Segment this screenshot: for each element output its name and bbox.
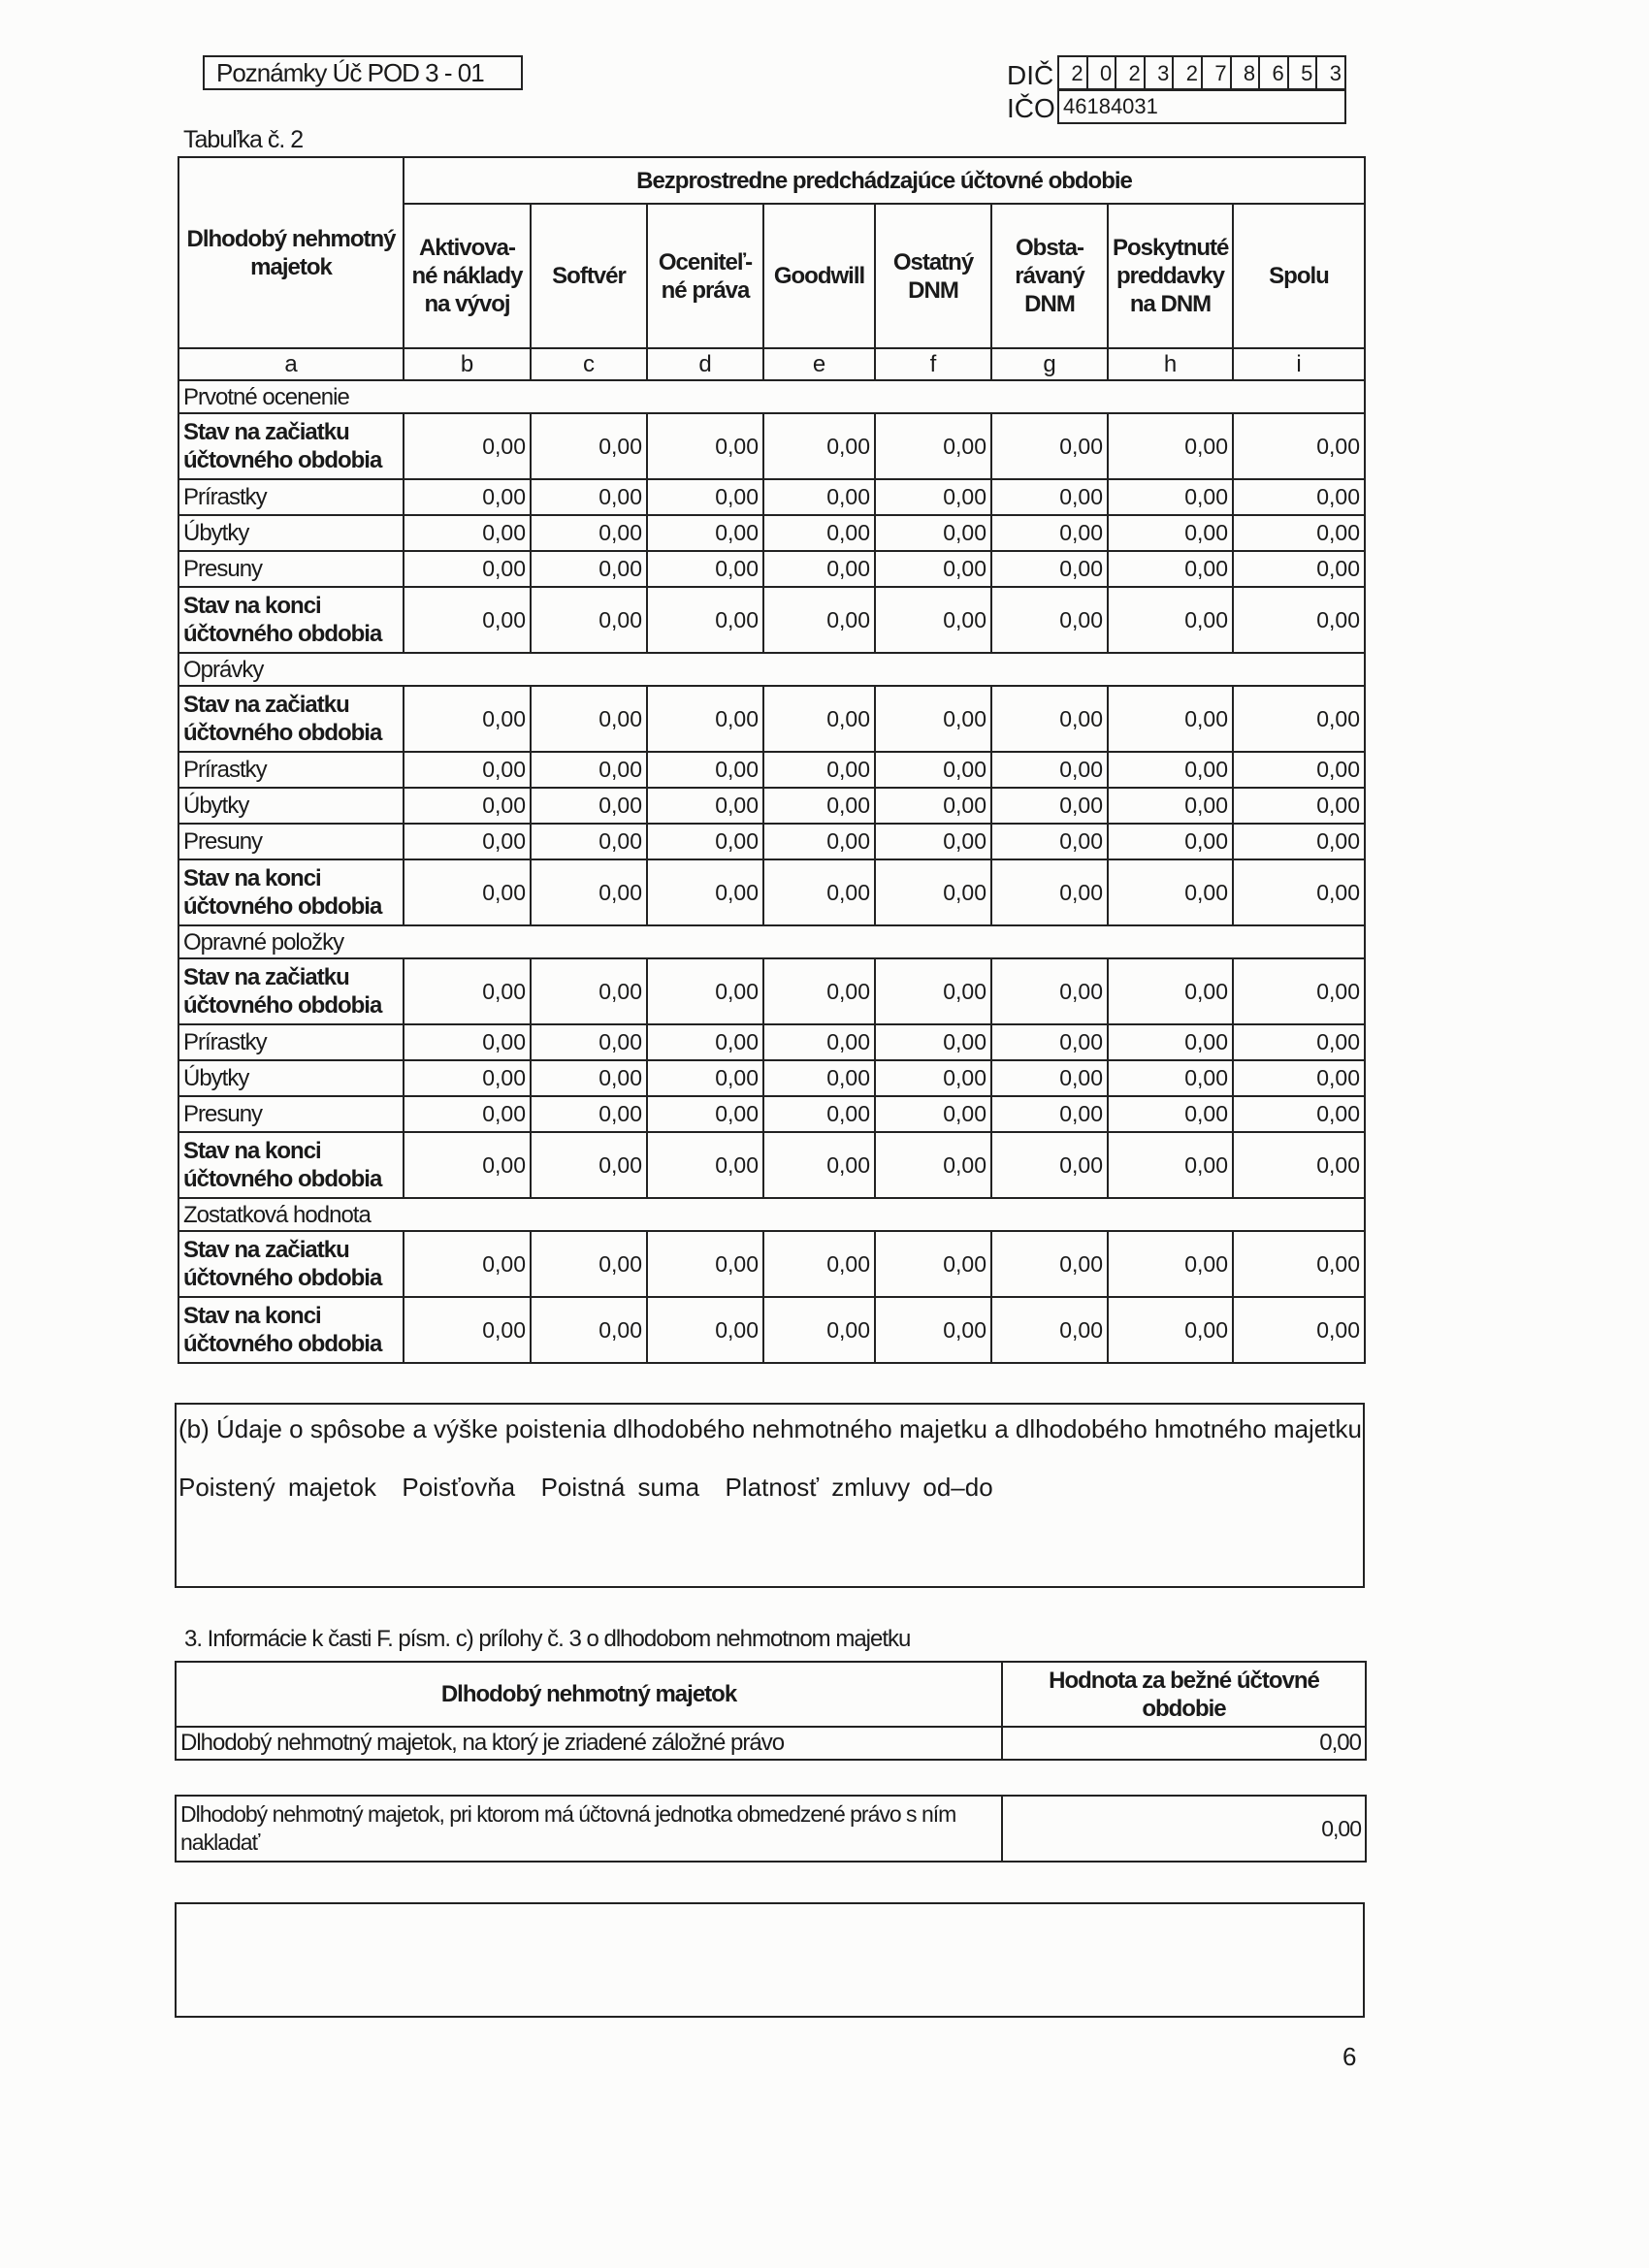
value-cell: 0,00 xyxy=(875,515,991,551)
form-title: Poznámky Úč POD 3 - 01 xyxy=(203,55,523,90)
value-cell: 0,00 xyxy=(1108,752,1233,788)
value-cell: 0,00 xyxy=(1233,551,1365,587)
value-cell: 0,00 xyxy=(991,859,1108,925)
table-row xyxy=(178,479,1365,515)
value-cell: 0,00 xyxy=(763,1096,875,1132)
value-cell: 0,00 xyxy=(404,958,531,1024)
value-cell: 0,00 xyxy=(1108,686,1233,752)
value-cell: 0,00 xyxy=(991,1024,1108,1060)
dic-digit: 3 xyxy=(1329,61,1342,85)
value-cell: 0,00 xyxy=(1108,1231,1233,1297)
table-label: Tabuľka č. 2 xyxy=(183,126,304,153)
pledge-label: Dlhodobý nehmotný majetok, na ktorý je zriadené záložné právo xyxy=(176,1727,1002,1760)
value-cell: 0,00 xyxy=(875,551,991,587)
row-label: Stav na konci účtovného obdobia xyxy=(178,587,404,653)
restricted-value: 0,00 xyxy=(1002,1796,1366,1862)
value-cell: 0,00 xyxy=(763,515,875,551)
table-row xyxy=(178,824,1365,859)
notes-box xyxy=(175,1902,1365,2018)
value-cell: 0,00 xyxy=(991,1060,1108,1096)
value-cell: 0,00 xyxy=(1108,413,1233,479)
table-row xyxy=(178,413,1365,479)
value-cell: 0,00 xyxy=(1108,1096,1233,1132)
value-cell: 0,00 xyxy=(1233,587,1365,653)
value-cell: 0,00 xyxy=(763,752,875,788)
value-cell: 0,00 xyxy=(1108,859,1233,925)
value-cell: 0,00 xyxy=(531,587,647,653)
table-row xyxy=(178,788,1365,824)
table-row xyxy=(178,1024,1365,1060)
value-cell: 0,00 xyxy=(404,413,531,479)
value-cell: 0,00 xyxy=(531,1060,647,1096)
column-letter: c xyxy=(531,348,647,380)
value-cell: 0,00 xyxy=(404,1132,531,1198)
value-cell: 0,00 xyxy=(875,752,991,788)
value-cell: 0,00 xyxy=(531,958,647,1024)
section-label: Opravné položky xyxy=(178,925,1365,958)
value-cell: 0,00 xyxy=(1108,1060,1233,1096)
value-cell: 0,00 xyxy=(1233,686,1365,752)
value-cell: 0,00 xyxy=(763,551,875,587)
value-cell: 0,00 xyxy=(404,587,531,653)
row-label: Stav na konci účtovného obdobia xyxy=(178,1132,404,1198)
page-number: 6 xyxy=(1342,2042,1357,2071)
period-header: Bezprostredne predchádzajúce účtovné obdobie xyxy=(404,157,1365,204)
value-cell: 0,00 xyxy=(875,686,991,752)
value-cell: 0,00 xyxy=(763,1297,875,1363)
table-row xyxy=(178,925,1365,958)
table-row xyxy=(178,686,1365,752)
value-cell: 0,00 xyxy=(991,788,1108,824)
column-header: Obsta-rávaný DNM xyxy=(991,204,1108,348)
dic-digit: 7 xyxy=(1203,57,1232,88)
value-cell: 0,00 xyxy=(991,1096,1108,1132)
value-cell: 0,00 xyxy=(647,551,763,587)
row-header: Dlhodobý nehmotný majetok xyxy=(178,157,404,348)
row-label: Stav na začiatku účtovného obdobia xyxy=(178,958,404,1024)
value-cell: 0,00 xyxy=(647,1024,763,1060)
column-letter: b xyxy=(404,348,531,380)
pledge-value: 0,00 xyxy=(1002,1727,1366,1760)
column-letter: i xyxy=(1233,348,1365,380)
value-cell: 0,00 xyxy=(1233,824,1365,859)
row-label: Presuny xyxy=(178,1096,404,1132)
row-label: Stav na začiatku účtovného obdobia xyxy=(178,413,404,479)
restricted-label: Dlhodobý nehmotný majetok, pri ktorom má účtovná jednotka obmedzené právo s ním nakladať xyxy=(176,1796,1002,1862)
value-cell: 0,00 xyxy=(404,1060,531,1096)
value-cell: 0,00 xyxy=(875,1231,991,1297)
value-cell: 0,00 xyxy=(647,515,763,551)
row-label: Stav na začiatku účtovného obdobia xyxy=(178,686,404,752)
value-cell: 0,00 xyxy=(875,413,991,479)
value-cell: 0,00 xyxy=(1233,1132,1365,1198)
value-cell: 0,00 xyxy=(763,1024,875,1060)
table-row xyxy=(178,958,1365,1024)
value-cell: 0,00 xyxy=(647,1096,763,1132)
table-row xyxy=(178,859,1365,925)
value-cell: 0,00 xyxy=(875,1096,991,1132)
value-cell: 0,00 xyxy=(404,859,531,925)
value-cell: 0,00 xyxy=(647,587,763,653)
value-cell: 0,00 xyxy=(991,587,1108,653)
value-cell: 0,00 xyxy=(991,515,1108,551)
value-cell: 0,00 xyxy=(531,859,647,925)
value-cell: 0,00 xyxy=(1108,515,1233,551)
value-cell: 0,00 xyxy=(1108,824,1233,859)
value-cell: 0,00 xyxy=(647,788,763,824)
value-cell: 0,00 xyxy=(647,1297,763,1363)
value-cell: 0,00 xyxy=(404,1096,531,1132)
value-cell: 0,00 xyxy=(531,413,647,479)
row-label: Presuny xyxy=(178,551,404,587)
value-cell: 0,00 xyxy=(991,752,1108,788)
dic-field xyxy=(1057,55,1346,90)
column-header: Aktivova-né náklady na vývoj xyxy=(404,204,531,348)
column-letter: f xyxy=(875,348,991,380)
value-cell: 0,00 xyxy=(531,1231,647,1297)
row-label: Prírastky xyxy=(178,752,404,788)
value-cell: 0,00 xyxy=(991,413,1108,479)
table-row xyxy=(178,1231,1365,1297)
value-cell: 0,00 xyxy=(531,515,647,551)
value-cell: 0,00 xyxy=(647,479,763,515)
table-row xyxy=(178,1096,1365,1132)
col-asset: Dlhodobý nehmotný majetok xyxy=(176,1662,1002,1727)
restricted-table xyxy=(175,1795,1367,1863)
column-letter: a xyxy=(178,348,404,380)
intangible-assets-table xyxy=(178,156,1366,1364)
value-cell: 0,00 xyxy=(647,413,763,479)
column-header: Spolu xyxy=(1233,204,1365,348)
section-label: Prvotné ocenenie xyxy=(178,380,1365,413)
insurance-columns: Poistený majetok Poisťovňa Poistná suma Platnosť zmluvy od–do xyxy=(178,1473,993,1502)
table-row xyxy=(178,1060,1365,1096)
dic-digit: 2 xyxy=(1174,57,1203,88)
value-cell: 0,00 xyxy=(404,1024,531,1060)
value-cell: 0,00 xyxy=(647,752,763,788)
value-cell: 0,00 xyxy=(531,1096,647,1132)
value-cell: 0,00 xyxy=(1233,859,1365,925)
value-cell: 0,00 xyxy=(531,752,647,788)
row-label: Úbytky xyxy=(178,1060,404,1096)
value-cell: 0,00 xyxy=(763,958,875,1024)
dic-digit: 6 xyxy=(1260,57,1289,88)
dic-digit: 5 xyxy=(1289,57,1318,88)
dic-digit: 0 xyxy=(1088,57,1117,88)
value-cell: 0,00 xyxy=(647,1132,763,1198)
value-cell: 0,00 xyxy=(1233,958,1365,1024)
value-cell: 0,00 xyxy=(531,1132,647,1198)
value-cell: 0,00 xyxy=(1108,479,1233,515)
dic-label: DIČ xyxy=(1007,60,1054,90)
value-cell: 0,00 xyxy=(1108,788,1233,824)
column-letter: h xyxy=(1108,348,1233,380)
section-label: Zostatková hodnota xyxy=(178,1198,1365,1231)
row-label: Stav na konci účtovného obdobia xyxy=(178,859,404,925)
value-cell: 0,00 xyxy=(875,587,991,653)
value-cell: 0,00 xyxy=(991,1231,1108,1297)
value-cell: 0,00 xyxy=(991,686,1108,752)
value-cell: 0,00 xyxy=(875,788,991,824)
value-cell: 0,00 xyxy=(1233,1060,1365,1096)
table-row xyxy=(178,551,1365,587)
column-header: Goodwill xyxy=(763,204,875,348)
value-cell: 0,00 xyxy=(1233,1297,1365,1363)
column-header: Poskytnuté preddavky na DNM xyxy=(1108,204,1233,348)
value-cell: 0,00 xyxy=(763,859,875,925)
value-cell: 0,00 xyxy=(763,413,875,479)
value-cell: 0,00 xyxy=(875,859,991,925)
value-cell: 0,00 xyxy=(404,515,531,551)
value-cell: 0,00 xyxy=(1233,1024,1365,1060)
value-cell: 0,00 xyxy=(763,1060,875,1096)
value-cell: 0,00 xyxy=(531,824,647,859)
column-letter: g xyxy=(991,348,1108,380)
column-letter: d xyxy=(647,348,763,380)
table-row xyxy=(178,653,1365,686)
value-cell: 0,00 xyxy=(404,824,531,859)
pledge-table xyxy=(175,1661,1367,1761)
ico-field: 46184031 xyxy=(1057,89,1346,124)
value-cell: 0,00 xyxy=(1108,1297,1233,1363)
insurance-title: (b) Údaje o spôsobe a výške poistenia dlhodobého nehmotného majetku a dlhodobého hmotného majetku xyxy=(178,1414,1362,1443)
value-cell: 0,00 xyxy=(531,1024,647,1060)
ico-label: IČO xyxy=(1007,93,1055,123)
column-letter: e xyxy=(763,348,875,380)
row-label: Presuny xyxy=(178,824,404,859)
value-cell: 0,00 xyxy=(404,1231,531,1297)
value-cell: 0,00 xyxy=(647,958,763,1024)
col-value: Hodnota za bežné účtovné obdobie xyxy=(1002,1662,1366,1727)
value-cell: 0,00 xyxy=(1108,1024,1233,1060)
value-cell: 0,00 xyxy=(763,479,875,515)
value-cell: 0,00 xyxy=(991,824,1108,859)
value-cell: 0,00 xyxy=(1233,752,1365,788)
value-cell: 0,00 xyxy=(531,551,647,587)
section-3-title: 3. Informácie k časti F. písm. c) prílohy č. 3 o dlhodobom nehmotnom majetku xyxy=(184,1626,911,1652)
value-cell: 0,00 xyxy=(1233,1231,1365,1297)
value-cell: 0,00 xyxy=(1233,788,1365,824)
value-cell: 0,00 xyxy=(1108,587,1233,653)
table-row xyxy=(178,515,1365,551)
value-cell: 0,00 xyxy=(763,1132,875,1198)
value-cell: 0,00 xyxy=(875,479,991,515)
value-cell: 0,00 xyxy=(875,824,991,859)
row-label: Úbytky xyxy=(178,788,404,824)
value-cell: 0,00 xyxy=(404,551,531,587)
value-cell: 0,00 xyxy=(875,958,991,1024)
value-cell: 0,00 xyxy=(404,686,531,752)
value-cell: 0,00 xyxy=(1233,479,1365,515)
dic-digit: 2 xyxy=(1116,57,1146,88)
table-row xyxy=(178,1132,1365,1198)
dic-digit: 3 xyxy=(1146,57,1175,88)
table-row xyxy=(178,380,1365,413)
value-cell: 0,00 xyxy=(647,1060,763,1096)
value-cell: 0,00 xyxy=(763,587,875,653)
value-cell: 0,00 xyxy=(647,1231,763,1297)
value-cell: 0,00 xyxy=(763,824,875,859)
value-cell: 0,00 xyxy=(531,686,647,752)
table-row xyxy=(178,1297,1365,1363)
value-cell: 0,00 xyxy=(1108,958,1233,1024)
value-cell: 0,00 xyxy=(1108,551,1233,587)
value-cell: 0,00 xyxy=(763,1231,875,1297)
value-cell: 0,00 xyxy=(531,788,647,824)
value-cell: 0,00 xyxy=(991,1132,1108,1198)
value-cell: 0,00 xyxy=(875,1297,991,1363)
value-cell: 0,00 xyxy=(647,686,763,752)
value-cell: 0,00 xyxy=(404,788,531,824)
dic-digit: 2 xyxy=(1059,57,1088,88)
table-row xyxy=(178,587,1365,653)
row-label: Prírastky xyxy=(178,1024,404,1060)
section-label: Oprávky xyxy=(178,653,1365,686)
value-cell: 0,00 xyxy=(1233,1096,1365,1132)
value-cell: 0,00 xyxy=(404,1297,531,1363)
value-cell: 0,00 xyxy=(1233,515,1365,551)
table-row xyxy=(178,1198,1365,1231)
row-label: Stav na začiatku účtovného obdobia xyxy=(178,1231,404,1297)
value-cell: 0,00 xyxy=(404,752,531,788)
value-cell: 0,00 xyxy=(647,859,763,925)
value-cell: 0,00 xyxy=(1233,413,1365,479)
row-label: Stav na konci účtovného obdobia xyxy=(178,1297,404,1363)
column-header: Softvér xyxy=(531,204,647,348)
value-cell: 0,00 xyxy=(875,1132,991,1198)
value-cell: 0,00 xyxy=(531,479,647,515)
value-cell: 0,00 xyxy=(763,788,875,824)
value-cell: 0,00 xyxy=(404,479,531,515)
value-cell: 0,00 xyxy=(875,1060,991,1096)
value-cell: 0,00 xyxy=(991,958,1108,1024)
row-label: Prírastky xyxy=(178,479,404,515)
column-header: Oceniteľ-né práva xyxy=(647,204,763,348)
value-cell: 0,00 xyxy=(763,686,875,752)
value-cell: 0,00 xyxy=(1108,1132,1233,1198)
table-row xyxy=(178,752,1365,788)
value-cell: 0,00 xyxy=(875,1024,991,1060)
value-cell: 0,00 xyxy=(991,551,1108,587)
row-label: Úbytky xyxy=(178,515,404,551)
value-cell: 0,00 xyxy=(991,1297,1108,1363)
column-header: Ostatný DNM xyxy=(875,204,991,348)
value-cell: 0,00 xyxy=(991,479,1108,515)
value-cell: 0,00 xyxy=(647,824,763,859)
dic-digit: 8 xyxy=(1232,57,1261,88)
value-cell: 0,00 xyxy=(531,1297,647,1363)
